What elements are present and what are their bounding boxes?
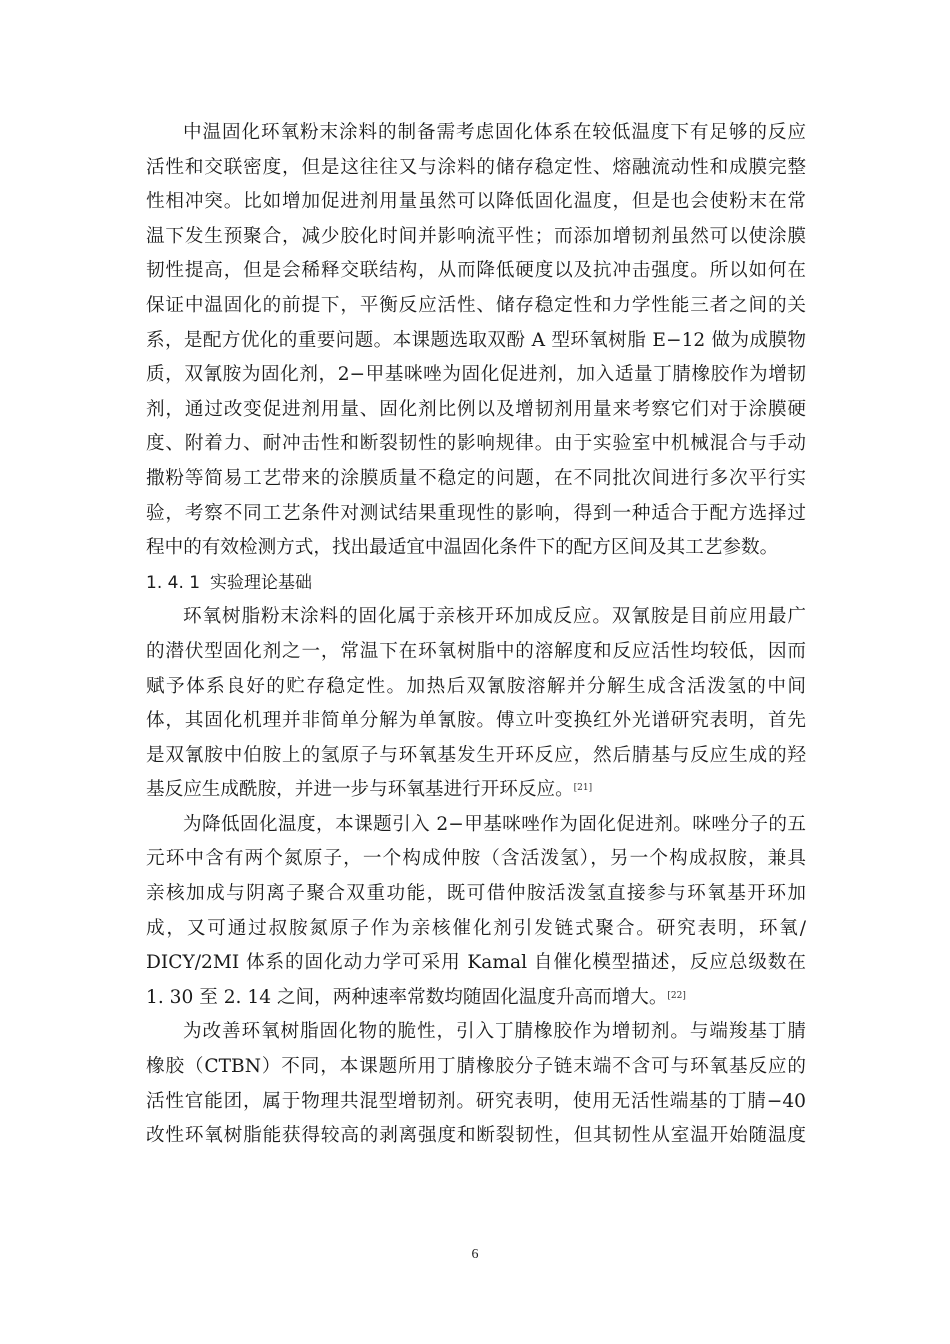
text-line: 橡胶（CTBN）不同，本课题所用丁腈橡胶分子链末端不含可与环氧基反应的 [146, 1056, 806, 1078]
text-line: 1. 30 至 2. 14 之间，两种速率常数均随固化温度升高而增大。 [146, 986, 668, 1008]
section-title: 实验理论基础 [210, 572, 312, 593]
page-number: 6 [471, 1247, 479, 1262]
text-line: 验，考察不同工艺条件对测试结果重现性的影响，得到一种适合于配方选择过 [146, 502, 806, 524]
text-line-with-citation [146, 981, 806, 1016]
text-line: 赋予体系良好的贮存稳定性。加热后双氰胺溶解并分解生成含活泼氢的中间 [146, 675, 806, 697]
text-line: 系，是配方优化的重要问题。本课题选取双酚 A 型环氧树脂 E−12 做为成膜物 [146, 329, 806, 351]
text-line: 温下发生预聚合，减少胶化时间并影响流平性；而添加增韧剂虽然可以使涂膜 [146, 225, 806, 247]
text-line: 性相冲突。比如增加促进剂用量虽然可以降低固化温度，但是也会使粉末在常 [146, 191, 806, 213]
text-line: 韧性提高，但是会稀释交联结构，从而降低硬度以及抗冲击强度。所以如何在 [146, 260, 806, 282]
citation-marker: [21] [573, 783, 593, 794]
text-line: 撒粉等简易工艺带来的涂膜质量不稳定的问题，在不同批次间进行多次平行实 [146, 467, 806, 489]
section-number: 1. 4. 1 [146, 572, 201, 593]
text-line: 环氧树脂粉末涂料的固化属于亲核开环加成反应。双氰胺是目前应用最广 [183, 606, 806, 628]
text-line: 剂，通过改变促进剂用量、固化剂比例以及增韧剂用量来考察它们对于涂膜硬 [146, 398, 806, 420]
text-line: 活性官能团，属于物理共混型增韧剂。研究表明，使用无活性端基的丁腈−40 [146, 1090, 806, 1112]
text-line: 元环中含有两个氮原子，一个构成仲胺（含活泼氢），另一个构成叔胺，兼具 [146, 848, 806, 870]
text-line: 是双氰胺中伯胺上的氢原子与环氧基发生开环反应，然后腈基与反应生成的羟 [146, 744, 806, 766]
text-line: 活性和交联密度，但是这往往又与涂料的储存稳定性、熔融流动性和成膜完整 [146, 156, 806, 178]
text-line: 中温固化环氧粉末涂料的制备需考虑固化体系在较低温度下有足够的反应 [183, 122, 806, 143]
text-line: 度、附着力、耐冲击性和断裂韧性的影响规律。由于实验室中机械混合与手动 [146, 433, 806, 455]
text-line: DICY/2MI 体系的固化动力学可采用 Kamal 自催化模型描述，反应总级数在 [146, 952, 806, 974]
citation-marker: [22] [667, 990, 686, 1001]
text-line: 为降低固化温度，本课题引入 2−甲基咪唑作为固化促进剂。咪唑分子的五 [183, 813, 806, 835]
text-line: 基反应生成酰胺，并进一步与环氧基进行开环反应。 [146, 779, 574, 801]
section-heading [146, 566, 806, 601]
text-line: 成，又可通过叔胺氮原子作为亲核催化剂引发链式聚合。研究表明，环氧/ [146, 917, 806, 939]
text-line: 程中的有效检测方式，找出最适宜中温固化条件下的配方区间及其工艺参数。 [146, 537, 779, 559]
paragraph-formulation-challenges [146, 116, 806, 1154]
text-line: 体，其固化机理并非简单分解为单氰胺。傅立叶变换红外光谱研究表明，首先 [146, 710, 806, 732]
text-line: 改性环氧树脂能获得较高的剥离强度和断裂韧性，但其韧性从室温开始随温度 [146, 1125, 806, 1147]
text-line-with-citation [146, 773, 806, 808]
text-line: 保证中温固化的前提下，平衡反应活性、储存稳定性和力学性能三者之间的关 [146, 294, 806, 316]
text-line: 亲核加成与阴离子聚合双重功能，既可借仲胺活泼氢直接参与环氧基开环加 [146, 883, 806, 905]
text-line: 质，双氰胺为固化剂，2−甲基咪唑为固化促进剂，加入适量丁腈橡胶作为增韧 [146, 364, 806, 386]
text-line: 为改善环氧树脂固化物的脆性，引入丁腈橡胶作为增韧剂。与端羧基丁腈 [183, 1021, 806, 1043]
text-line: 的潜伏型固化剂之一，常温下在环氧树脂中的溶解度和反应活性均较低，因而 [146, 640, 806, 662]
